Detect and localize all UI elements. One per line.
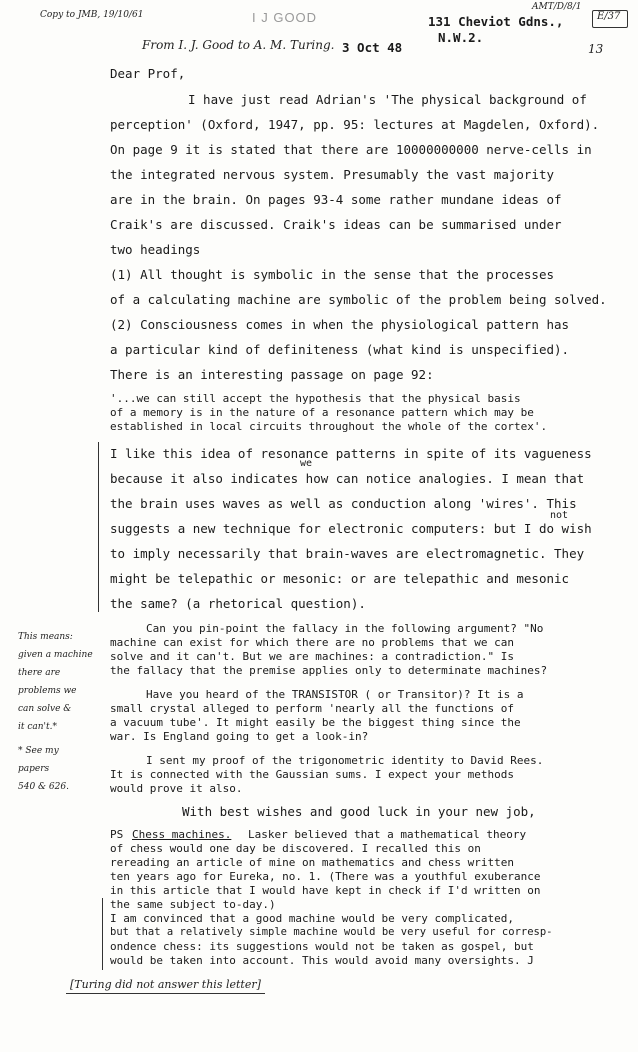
quote-line: of a memory is in the nature of a resonance pattern which may be xyxy=(110,406,534,419)
page-number: 13 xyxy=(588,42,604,56)
from-note: From I. J. Good to A. M. Turing. xyxy=(142,38,335,52)
closing: With best wishes and good luck in your new job, xyxy=(182,804,536,819)
margin-note-line: papers xyxy=(18,764,50,774)
address-line-1: 131 Cheviot Gdns., xyxy=(428,14,564,29)
ps-line: in this article that I would have kept in check if I'd written on xyxy=(110,884,541,897)
margin-note-line: given a machine xyxy=(18,650,93,660)
fallacy-line: Can you pin-point the fallacy in the following argument? "No xyxy=(146,622,544,635)
address-line-2: N.W.2. xyxy=(438,30,484,45)
body-line: (2) Consciousness comes in when the physiological pattern has xyxy=(110,317,570,332)
body-line: the integrated nervous system. Presumably the vast majority xyxy=(110,167,555,182)
body-line: On page 9 it is stated that there are 10000000000 nerve-cells in xyxy=(110,142,592,157)
ps-line: rereading an article of mine on mathematics and chess written xyxy=(110,856,514,869)
trig-line: would prove it also. xyxy=(110,782,243,795)
body-line: because it also indicates how can notice analogies. I mean that xyxy=(110,471,585,486)
body-line: a particular kind of definiteness (what kind is unspecified). xyxy=(110,342,570,357)
ps-line: would be taken into account. This would avoid many oversights. J xyxy=(110,954,534,967)
ps-label: PS xyxy=(110,828,124,841)
body-line: suggests a new technique for electronic computers: but I do wish xyxy=(110,521,592,536)
body-line: I have just read Adrian's 'The physical background of xyxy=(188,92,587,107)
body-line: the same? (a rhetorical question). xyxy=(110,596,366,611)
margin-note-line: it can't.* xyxy=(18,722,58,732)
ps-title: Chess machines. xyxy=(132,828,232,841)
body-line: perception' (Oxford, 1947, pp. 95: lectures at Magdelen, Oxford). xyxy=(110,117,600,132)
copy-note: Copy to JMB, 19/10/61 xyxy=(40,10,144,20)
ps-line: the same subject to-day.) xyxy=(110,898,276,911)
insert-we: we xyxy=(300,458,313,469)
fallacy-line: machine can exist for which there are no problems that we can xyxy=(110,636,514,649)
transistor-line: small crystal alleged to perform 'nearly all the functions of xyxy=(110,702,514,715)
margin-note-line: 540 & 626. xyxy=(18,782,69,792)
ps-line: I am convinced that a good machine would be very complicated, xyxy=(110,912,514,925)
letter-date: 3 Oct 48 xyxy=(342,40,403,55)
body-line: (1) All thought is symbolic in the sense that the processes xyxy=(110,267,555,282)
fallacy-line: the fallacy that the premise applies only to determinate machines? xyxy=(110,664,548,677)
transistor-line: war. Is England going to get a look-in? xyxy=(110,730,369,743)
transistor-line: a vacuum tube'. It might easily be the biggest thing since the xyxy=(110,716,521,729)
ps-line: Lasker believed that a mathematical theory xyxy=(248,828,527,841)
body-line: might be telepathic or mesonic: or are telepathic and mesonic xyxy=(110,571,570,586)
box-ref: E/37 xyxy=(597,11,621,22)
margin-bracket xyxy=(98,442,99,612)
body-line: to imply necessarily that brain-waves are electromagnetic. They xyxy=(110,546,585,561)
footer-note: [Turing did not answer this letter] xyxy=(66,976,265,994)
salutation: Dear Prof, xyxy=(110,66,186,81)
margin-note-line: * See my xyxy=(18,746,59,756)
body-line: There is an interesting passage on page 92: xyxy=(110,367,434,382)
quote-line: '...we can still accept the hypothesis that the physical basis xyxy=(110,392,521,405)
transistor-line: Have you heard of the TRANSISTOR ( or Transitor)? It is a xyxy=(146,688,524,701)
body-line: of a calculating machine are symbolic of the problem being solved. xyxy=(110,292,607,307)
ps-line: ondence chess: its suggestions would not be taken as gospel, but xyxy=(110,940,534,953)
ps-line: but that a relatively simple machine would be very useful for corresp- xyxy=(110,926,553,938)
margin-note-line: This means: xyxy=(18,632,73,642)
body-line: are in the brain. On pages 93-4 some rather mundane ideas of xyxy=(110,192,562,207)
insert-not: not xyxy=(550,510,569,521)
ps-bracket xyxy=(102,898,103,970)
trig-line: I sent my proof of the trigonometric identity to David Rees. xyxy=(146,754,544,767)
trig-line: It is connected with the Gaussian sums. I expect your methods xyxy=(110,768,514,781)
fallacy-line: solve and it can't. But we are machines: a contradiction." Is xyxy=(110,650,514,663)
margin-note xyxy=(18,628,96,796)
body-line: I like this idea of resonance patterns in spite of its vagueness xyxy=(110,446,592,461)
ps-line: of chess would one day be discovered. I recalled this on xyxy=(110,842,481,855)
archive-ref: AMT/D/8/1 xyxy=(532,2,582,12)
margin-note-line: there are xyxy=(18,668,61,678)
quote-line: established in local circuits throughout the whole of the cortex'. xyxy=(110,420,548,433)
body-line: two headings xyxy=(110,242,201,257)
margin-note-line: can solve & xyxy=(18,704,72,714)
margin-note-line: problems we xyxy=(18,686,77,696)
body-line: Craik's are discussed. Craik's ideas can be summarised under xyxy=(110,217,562,232)
name-stamp: I J GOOD xyxy=(252,10,318,25)
ps-line: ten years ago for Eureka, no. 1. (There was a youthful exuberance xyxy=(110,870,541,883)
body-line: the brain uses waves as well as conduction along 'wires'. This xyxy=(110,496,577,511)
